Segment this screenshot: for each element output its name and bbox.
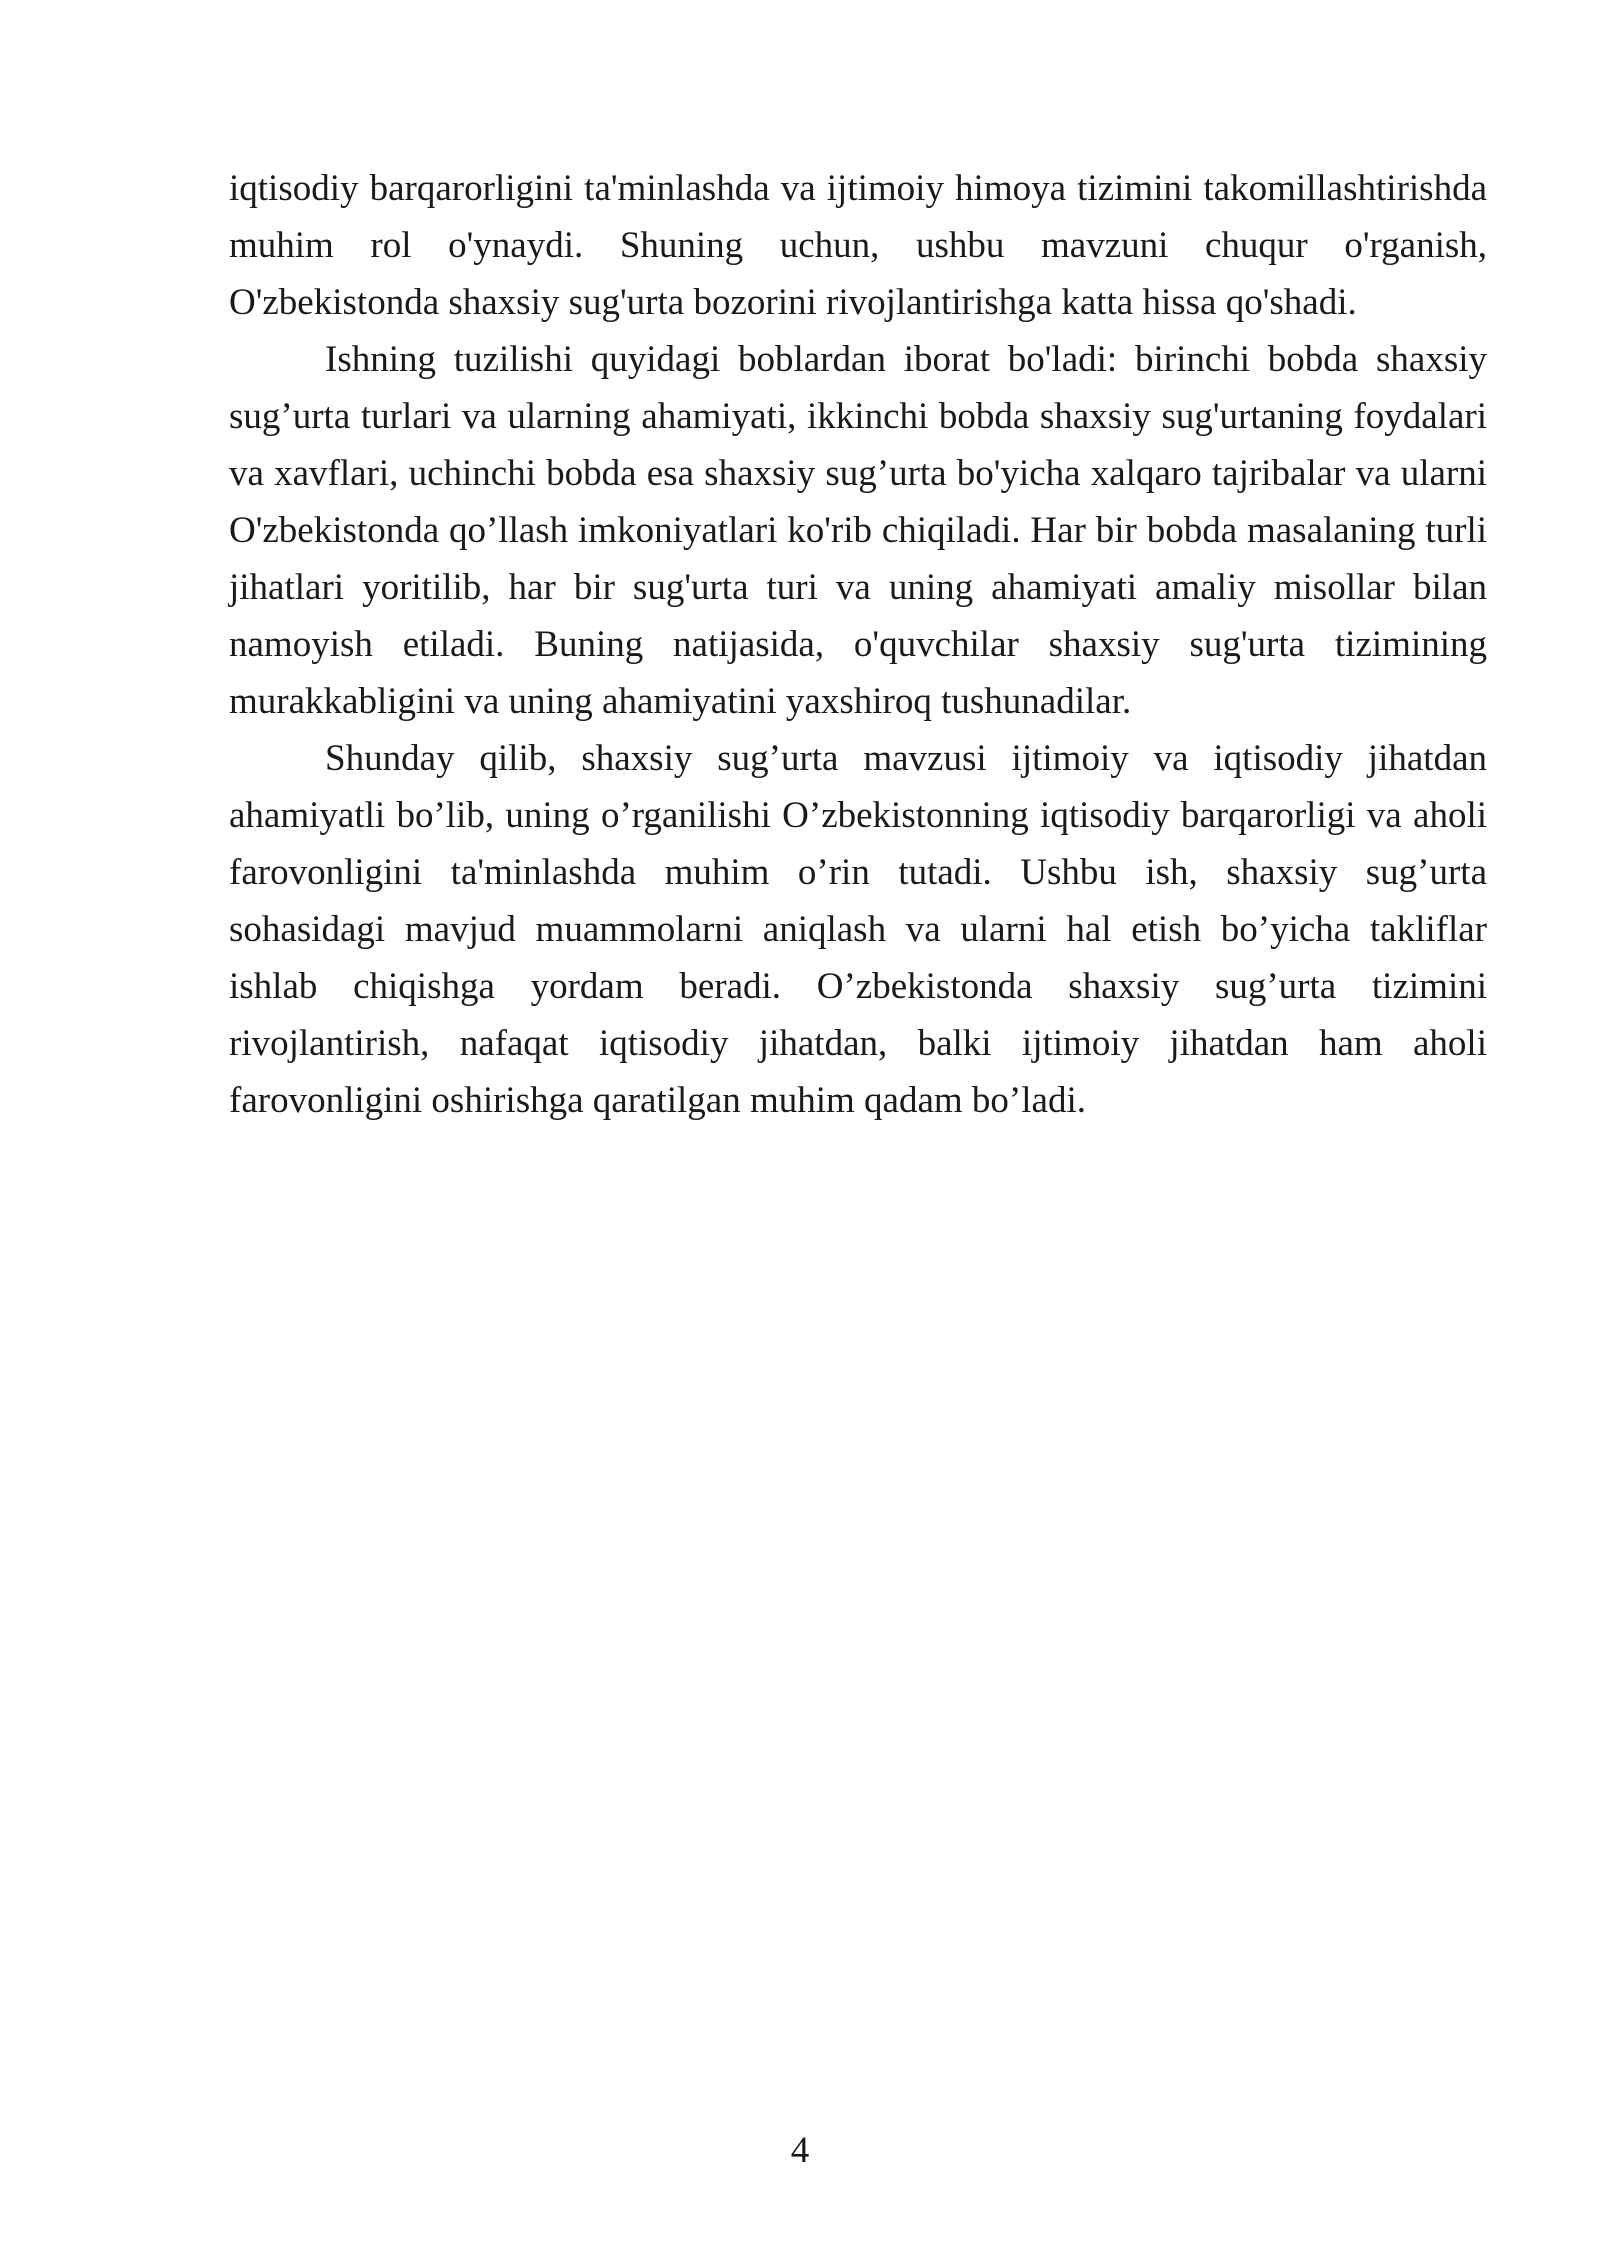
page-number: 4 bbox=[790, 2130, 810, 2171]
paragraph-structure: Ishning tuzilishi quyidagi boblardan iborat bo'ladi: birinchi bobda shaxsiy sug’urta turlari va ularning ahamiyati, ikkinchi bobda shaxsiy sug'urtaning foydalari va xavflari, uchinchi bobda esa shaxsiy sug’urta bo'yicha xalqaro tajribalar va ularni O'zbekistonda qo’llash imkoniyatlari ko'rib chiqiladi. Har bir bobda masalaning turli jihatlari yoritilib, har bir sug'urta turi va uning ahamiyati amaliy misollar bilan namoyish etiladi. Buning natijasida, o'quvchilar shaxsiy sug'urta tizimining murakkabligini va uning ahamiyatini yaxshiroq tushunadilar. bbox=[229, 339, 1487, 722]
paragraph-conclusion: Shunday qilib, shaxsiy sug’urta mavzusi ijtimoiy va iqtisodiy jihatdan ahamiyatli bo’lib, uning o’rganilishi O’zbekistonning iqtisodiy barqarorligi va aholi farovonligini ta'minlashda muhim o’rin tutadi. Ushbu ish, shaxsiy sug’urta sohasidagi mavjud muammolarni aniqlash va ularni hal etish bo’yicha takliflar ishlab chiqishga yordam beradi. O’zbekistonda shaxsiy sug’urta tizimini rivojlantirish, nafaqat iqtisodiy jihatdan, balki ijtimoiy jihatdan ham aholi farovonligini oshirishga qaratilgan muhim qadam bo’ladi. bbox=[229, 738, 1487, 1121]
body-text bbox=[229, 160, 1487, 1129]
paragraph-continuation: iqtisodiy barqarorligini ta'minlashda va ijtimoiy himoya tizimini takomillashtirishda muhim rol o'ynaydi. Shuning uchun, ushbu mavzuni chuqur o'rganish, O'zbekistonda shaxsiy sug'urta bozorini rivojlantirishga katta hissa qo'shadi. bbox=[229, 168, 1487, 323]
